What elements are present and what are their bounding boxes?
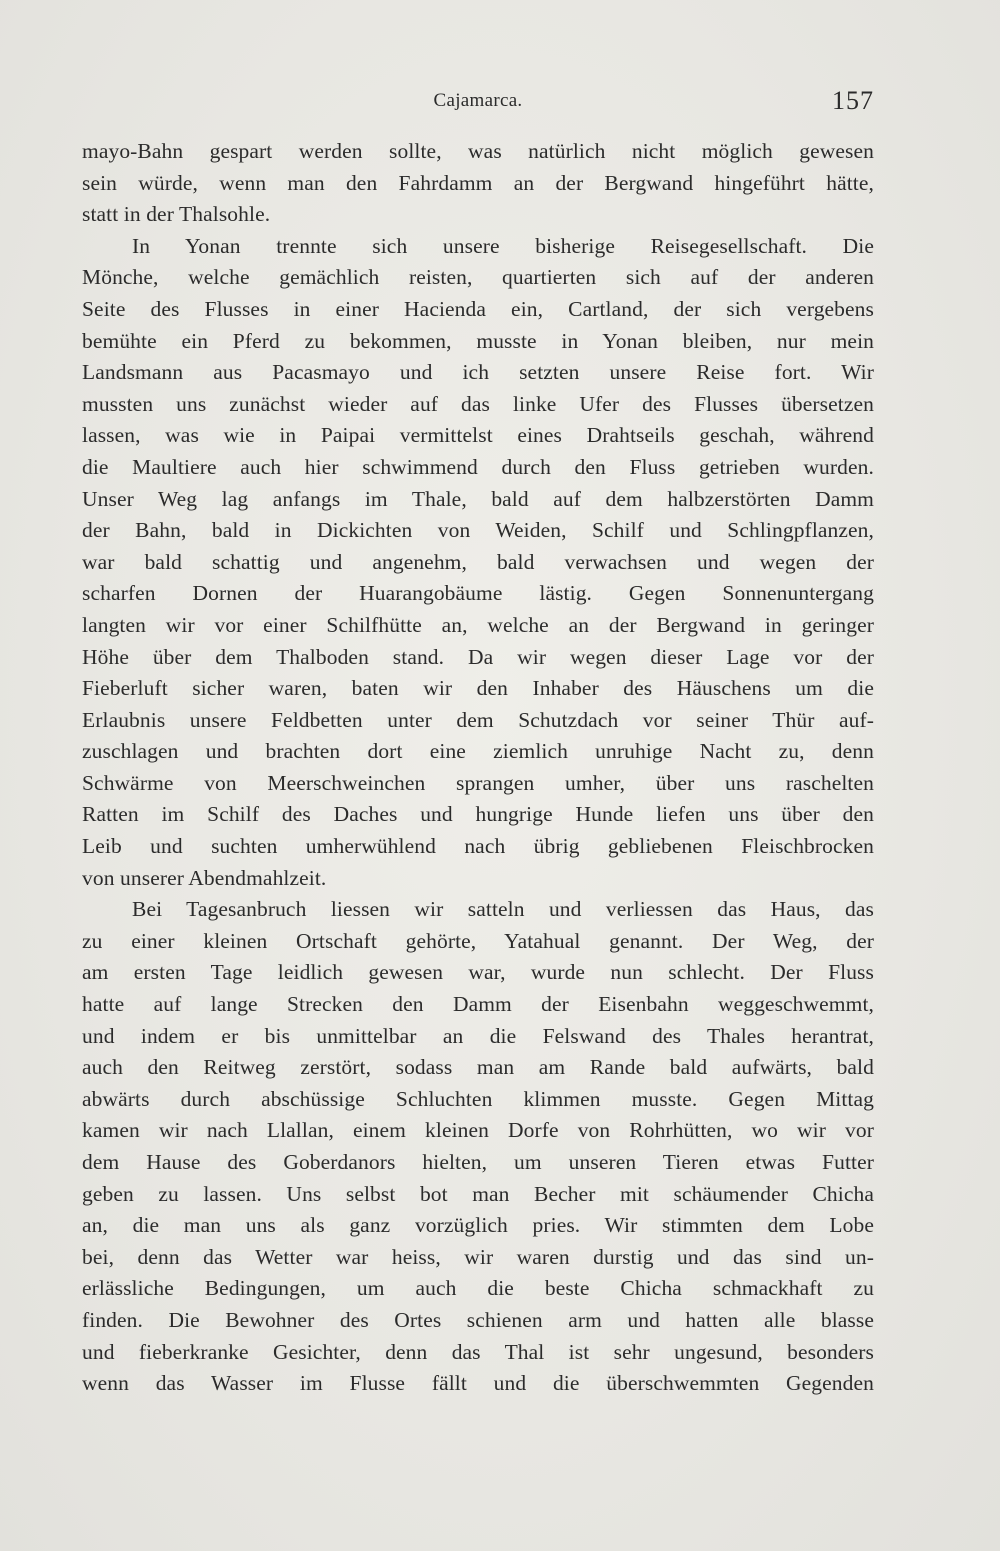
text-line: zu einer kleinen Ortschaft gehörte, Yatahual genannt. Der Weg, der	[82, 928, 874, 953]
running-title: Cajamarca.	[433, 90, 523, 111]
text-line: statt in der Thalsohle.	[82, 202, 271, 227]
text-line: Ratten im Schilf des Daches und hungrige Hunde liefen uns über den	[82, 802, 874, 827]
text-line: Unser Weg lag anfangs im Thale, bald auf dem halbzerstörten Damm	[82, 486, 874, 511]
text-line: hatte auf lange Strecken den Damm der Eisenbahn weggeschwemmt,	[82, 992, 874, 1017]
text-line: die Maultiere auch hier schwimmend durch den Fluss getrieben wurden.	[82, 454, 874, 479]
text-line: mussten uns zunächst wieder auf das linke Ufer des Flusses übersetzen	[82, 391, 874, 416]
text-line: auch den Reitweg zerstört, sodass man am Rande bald aufwärts, bald	[82, 1055, 874, 1080]
text-line: geben zu lassen. Uns selbst bot man Becher mit schäumender Chicha	[82, 1181, 874, 1206]
text-line: dem Hause des Goberdanors hielten, um unseren Tieren etwas Futter	[82, 1150, 874, 1174]
text-line: Leib und suchten umherwühlend nach übrig gebliebenen Fleischbrocken	[82, 834, 874, 859]
text-line: Fieberluft sicher waren, baten wir den Inhaber des Häuschens um die	[82, 676, 874, 701]
text-line: war bald schattig und angenehm, bald verwachsen und wegen der	[82, 549, 874, 574]
text-line: sein würde, wenn man den Fahrdamm an der Bergwand hingeführt hätte,	[82, 170, 874, 195]
text-line: bei, denn das Wetter war heiss, wir waren durstig und das sind un-	[82, 1244, 874, 1269]
text-line: am ersten Tage leidlich gewesen war, wurde nun schlecht. Der Fluss	[82, 960, 874, 985]
text-line: wenn das Wasser im Flusse fällt und die überschwemmten Gegenden	[82, 1371, 874, 1396]
running-head	[82, 88, 874, 118]
body-text	[82, 136, 874, 1400]
text-line: abwärts durch abschüssige Schluchten klimmen musste. Gegen Mittag	[82, 1086, 874, 1111]
text-line: finden. Die Bewohner des Ortes schienen arm und hatten alle blasse	[82, 1307, 874, 1332]
text-line: der Bahn, bald in Dickichten von Weiden, Schilf und Schlingpflanzen,	[82, 518, 874, 543]
text-line: von unserer Abendmahlzeit.	[82, 865, 327, 890]
text-line: und fieberkranke Gesichter, denn das Thal ist sehr ungesund, besonders	[82, 1339, 874, 1364]
text-line: zuschlagen und brachten dort eine ziemlich unruhige Nacht zu, denn	[82, 739, 874, 764]
text-line: und indem er bis unmittelbar an die Felswand des Thales herantrat,	[82, 1023, 874, 1048]
text-line: Schwärme von Meerschweinchen sprangen umher, über uns raschelten	[82, 770, 874, 795]
text-line: langten wir vor einer Schilfhütte an, welche an der Bergwand in geringer	[82, 612, 874, 637]
text-line: mayo-Bahn gespart werden sollte, was natürlich nicht möglich gewesen	[82, 139, 874, 163]
text-line: an, die man uns als ganz vorzüglich pries. Wir stimmten dem Lobe	[82, 1213, 874, 1238]
text-line: Landsmann aus Pacasmayo und ich setzten unsere Reise fort. Wir	[82, 360, 874, 385]
text-line: Seite des Flusses in einer Hacienda ein, Cartland, der sich vergebens	[82, 296, 874, 321]
text-line: erlässliche Bedingungen, um auch die beste Chicha schmackhaft zu	[82, 1276, 874, 1301]
text-line: bemühte ein Pferd zu bekommen, musste in Yonan bleiben, nur mein	[82, 328, 874, 353]
text-line: Höhe über dem Thalboden stand. Da wir wegen dieser Lage vor der	[82, 644, 874, 669]
page-number: 157	[832, 86, 874, 115]
text-line: Mönche, welche gemächlich reisten, quartierten sich auf der anderen	[82, 265, 874, 290]
text-line: Erlaubnis unsere Feldbetten unter dem Schutzdach vor seiner Thür auf-	[82, 707, 874, 732]
text-line: scharfen Dornen der Huarangobäume lästig. Gegen Sonnenuntergang	[82, 581, 874, 606]
text-line: Bei Tagesanbruch liessen wir satteln und verliessen das Haus, das	[132, 897, 874, 922]
text-line: In Yonan trennte sich unsere bisherige Reisegesellschaft. Die	[132, 233, 874, 258]
text-line: kamen wir nach Llallan, einem kleinen Dorfe von Rohrhütten, wo wir vor	[82, 1118, 874, 1143]
text-line: lassen, was wie in Paipai vermittelst eines Drahtseils geschah, während	[82, 423, 874, 448]
